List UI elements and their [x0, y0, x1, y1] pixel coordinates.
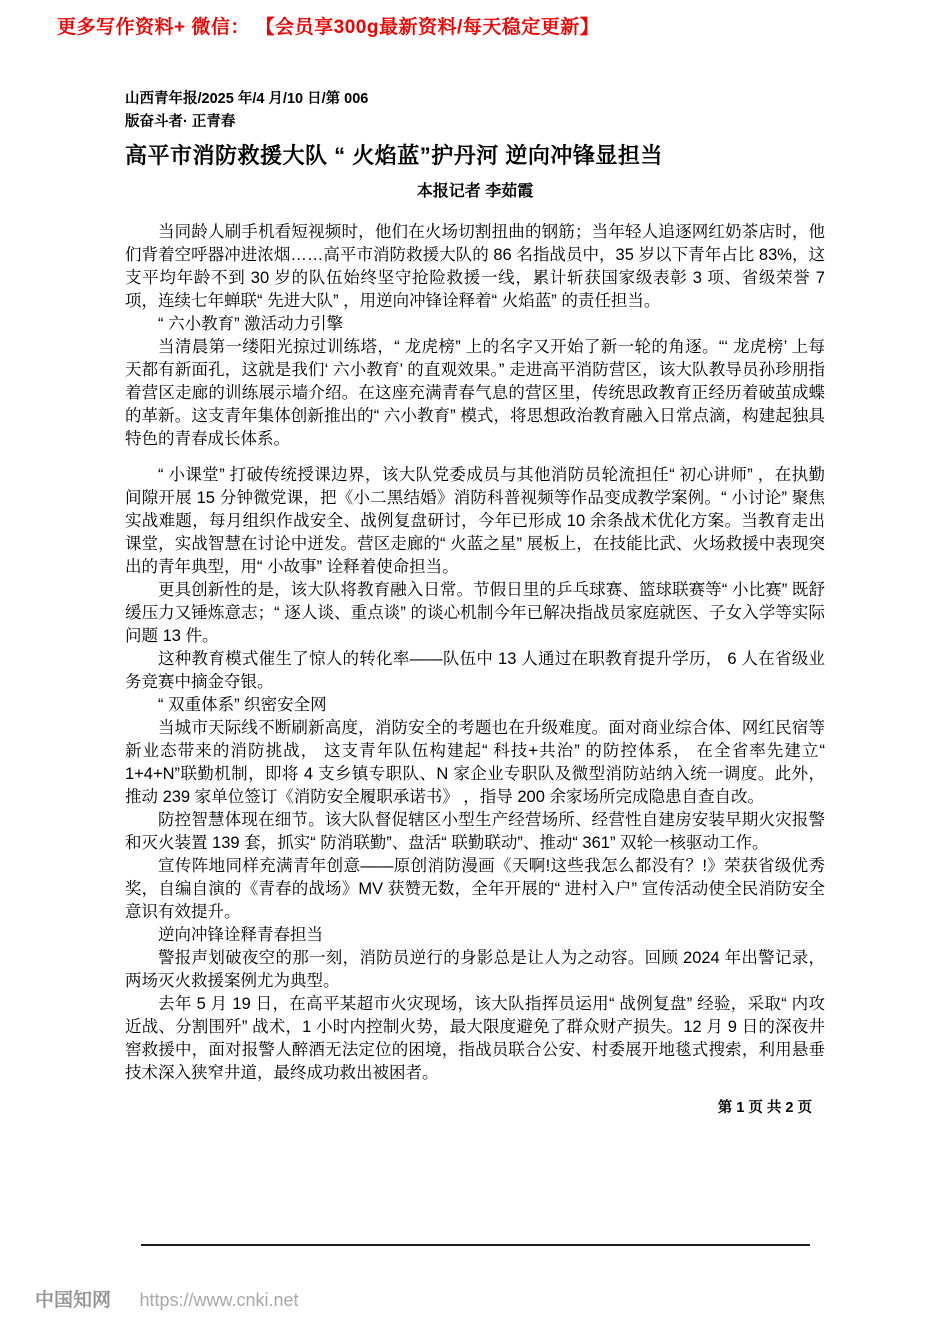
paragraph-spacer — [125, 451, 825, 464]
body-paragraph: “ 小课堂” 打破传统授课边界，该大队党委成员与其他消防员轮流担任“ 初心讲师” ，在执勤间隙开展 15 分钟微党课，把《小二黑结婚》消防科普视频等作品变成教学案例。“ 小讨论” 聚焦实战难题，每月组织作战安全、战例复盘研讨，今年已形成 10 余条战术优化方案。当教育走出课堂，实战智慧在讨论中迸发。营区走廊的“ 火蓝之星” 展板上，在技能比武、火场救援中表现突出的青年典型，用“ 小故事” 诠释着使命担当。 — [125, 466, 825, 576]
edition-info: 版奋斗者· 正青春 — [125, 114, 236, 130]
footer-divider — [141, 1244, 810, 1246]
article-title: 高平市消防救援大队 “ 火焰蓝”护丹河 逆向冲锋显担当 — [125, 143, 663, 168]
cnki-watermark: 中国知网 — [35, 1290, 112, 1311]
body-paragraph: 宣传阵地同样充满青年创意——原创消防漫画《天啊!这些我怎么都没有？!》荣获省级优秀奖，自编自演的《青春的战场》MV 获赞无数，全年开展的“ 进村入户” 宣传活动使全民消防安全意识有效提升。 — [125, 857, 825, 921]
promo-banner: 更多写作资料+ 微信： 【会员享300g最新资料/每天稳定更新】 — [57, 17, 600, 38]
site-footer — [35, 1285, 299, 1312]
body-paragraph: 当清晨第一缕阳光掠过训练塔，“ 龙虎榜” 上的名字又开始了新一轮的角逐。“‘ 龙虎榜’ 上每天都有新面孔，这就是我们‘ 六小教育’ 的直观效果。” 走进高平消防营区，该大队教导员孙珍朋指着营区走廊的训练展示墙介绍。在这座充满青春气息的营区里，传统思政教育正经历着破茧成蝶的革新。这支青年集体创新推出的“ 六小教育” 模式，将思想政治教育融入日常点滴，构建起独具特色的青春成长体系。 — [125, 338, 825, 448]
section-heading: “ 六小教育” 激活动力引擎 — [158, 315, 344, 333]
publication-info: 山西青年报/2025 年/4 月/10 日/第 006 — [125, 91, 369, 107]
article-byline: 本报记者 李茹霞 — [416, 183, 534, 200]
body-paragraph: 当同龄人刷手机看短视频时，他们在火场切割扭曲的钢筋；当年轻人追逐网红奶茶店时，他们背着空呼器冲进浓烟……高平市消防救援大队的 86 名指战员中，35 岁以下青年占比 83%，这支平均年龄不到 30 岁的队伍始终坚守抢险救援一线，累计斩获国家级表彰 3 项、省级荣誉 7 项，连续七年蝉联“ 先进大队” ，用逆向冲锋诠释着“ 火焰蓝” 的责任担当。 — [125, 223, 825, 310]
article-content — [125, 88, 825, 1085]
body-paragraph: 这种教育模式催生了惊人的转化率——队伍中 13 人通过在职教育提升学历， 6 人在省级业务竞赛中摘金夺银。 — [125, 650, 825, 691]
body-paragraph: 去年 5 月 19 日，在高平某超市火灾现场，该大队指挥员运用“ 战例复盘” 经验，采取“ 内攻近战、分割围歼” 战术，1 小时内控制火势，最大限度避免了群众财产损失。12 月 9 日的深夜井窖救援中，面对报警人醉酒无法定位的困境，指战员联合公安、村委展开地毯式搜索，利用悬垂技术深入狭窄井道，最终成功救出被困者。 — [125, 995, 825, 1082]
body-paragraph: 警报声划破夜空的那一刻，消防员逆行的身影总是让人为之动容。回顾 2024 年出警记录，两场灭火救援案例尤为典型。 — [125, 949, 825, 990]
body-paragraph: 当城市天际线不断刷新高度，消防安全的考题也在升级难度。面对商业综合体、网红民宿等新业态带来的消防挑战， 这支青年队伍构建起“ 科技+共治” 的防控体系， 在全省率先建立“ 1+4+N”联勤机制，即将 4 支乡镇专职队、N 家企业专职队及微型消防站纳入统一调度。此外，推动 239 家单位签订《消防安全履职承诺书》 ，指导 200 余家场所完成隐患自查自改。 — [125, 719, 825, 806]
cnki-url-link[interactable]: https://www.cnki.net — [139, 1290, 299, 1310]
article-body — [125, 221, 825, 1085]
page-number: 第 1 页 共 2 页 — [717, 1100, 812, 1116]
body-paragraph: 防控智慧体现在细节。该大队督促辖区小型生产经营场所、经营性自建房安装早期火灾报警和灭火装置 139 套，抓实“ 防消联勤”、盘活“ 联勤联动”、推动“ 361” 双轮一核驱动工作。 — [125, 811, 825, 852]
body-paragraph: 更具创新性的是，该大队将教育融入日常。节假日里的乒乓球赛、篮球联赛等“ 小比赛” 既舒缓压力又锤炼意志；“ 逐人谈、重点谈” 的谈心机制今年已解决指战员家庭就医、子女入学等实际问题 13 件。 — [125, 581, 825, 645]
section-heading: “ 双重体系” 织密安全网 — [158, 696, 327, 714]
section-heading: 逆向冲锋诠释青春担当 — [158, 926, 323, 944]
